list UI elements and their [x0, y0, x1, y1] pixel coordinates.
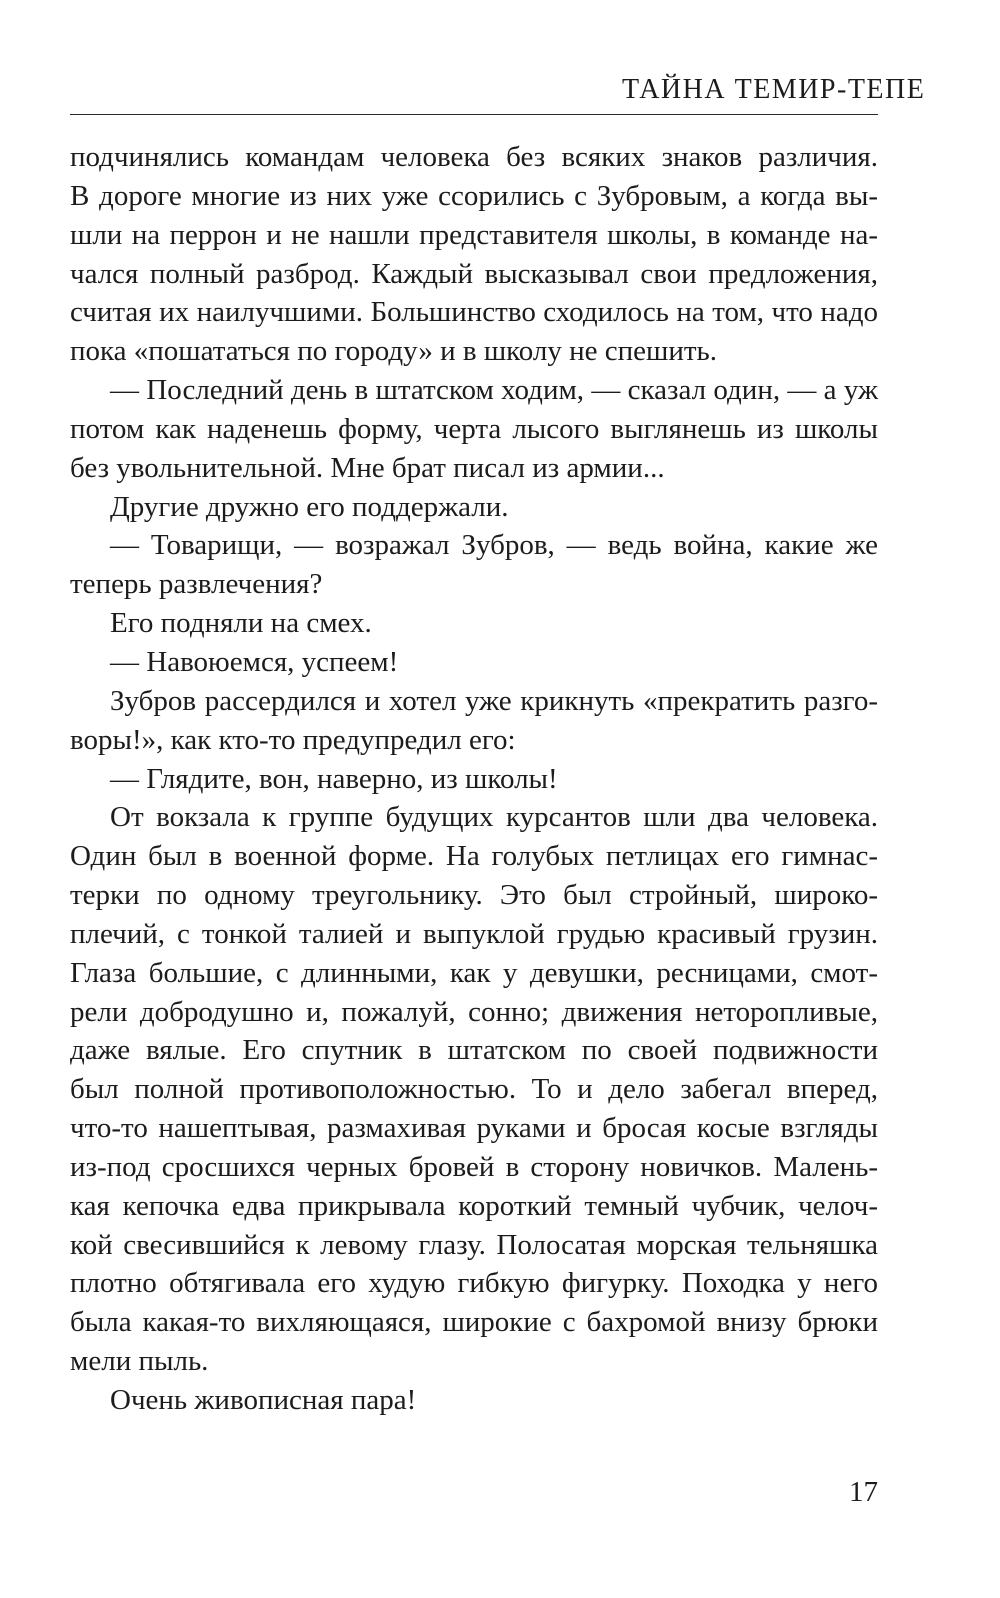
text-line: шли на перрон и не нашли представителя школы, в команде на-	[70, 218, 878, 251]
text-line: Другие дружно его поддержали.	[110, 490, 509, 523]
text-line: — Последний день в штатском ходим, — сказал один, — а уж	[110, 374, 878, 407]
text-line: — Товарищи, — возражал Зубров, — ведь война, какие же	[110, 529, 878, 562]
text-line: даже вялые. Его спутник в штатском по своей подвижности	[70, 1034, 878, 1067]
header-rule	[70, 114, 878, 115]
running-head: ТАЙНА ТЕМИР-ТЕПЕ	[622, 74, 926, 105]
text-line: считая их наилучшими. Большинство сходилось на том, что надо	[70, 296, 878, 329]
text-line: Его подняли на смех.	[110, 607, 372, 640]
text-line: — Глядите, вон, наверно, из школы!	[110, 762, 558, 795]
text-line: теперь развлечения?	[70, 568, 323, 601]
text-line: терки по одному треугольнику. Это был стройный, широко-	[70, 879, 878, 912]
text-line: Зубров рассердился и хотел уже крикнуть «прекратить разго-	[110, 684, 878, 717]
text-line: мели пыль.	[70, 1345, 209, 1378]
text-line: подчинялись командам человека без всяких знаков различия.	[70, 141, 878, 173]
text-line: В дороге многие из них уже ссорились с Зубровым, а когда вы-	[70, 179, 878, 212]
text-line: воры!», как кто-то предупредил его:	[70, 723, 516, 756]
text-line: кой свесившийся к левому глазу. Полосатая морская тельняшка	[70, 1228, 878, 1261]
bottom-margin	[0, 1516, 1000, 1598]
text-line: что-то нашептывая, размахивая руками и бросая косые взгляды	[70, 1112, 878, 1145]
text-line: без увольнительной. Мне брат писал из армии...	[70, 451, 665, 484]
text-line: потом как наденешь форму, черта лысого выглянешь из школы	[70, 412, 878, 445]
text-line: чался полный разброд. Каждый высказывал свои предложения,	[70, 257, 878, 290]
text-line: Глаза большие, с длинными, как у девушки, ресницами, смот-	[70, 956, 878, 989]
text-line: Очень живописная пара!	[110, 1384, 417, 1416]
text-line: От вокзала к группе будущих курсантов шли два человека.	[110, 801, 878, 834]
text-line: пока «пошататься по городу» и в школу не спешить.	[70, 335, 718, 368]
text-line: рели добродушно и, пожалуй, сонно; движения неторопливые,	[70, 995, 878, 1028]
text-line: Один был в военной форме. На голубых петлицах его гимнас-	[70, 840, 878, 873]
text-line: была какая-то вихляющаяся, широкие с бахромой внизу брюки	[70, 1306, 878, 1339]
page-number: 17	[849, 1476, 878, 1508]
text-line: плечий, с тонкой талией и выпуклой грудью красивый грузин.	[70, 917, 878, 950]
text-line: из-под сросшихся черных бровей в сторону новичков. Малень-	[70, 1150, 878, 1183]
text-line: был полной противоположностью. То и дело забегал вперед,	[70, 1073, 878, 1106]
text-line: кая кепочка едва прикрывала короткий темный чубчик, челоч-	[70, 1189, 878, 1222]
body-text	[70, 138, 878, 1420]
text-line: плотно обтягивала его худую гибкую фигурку. Походка у него	[70, 1267, 878, 1300]
text-line: — Навоюемся, успеем!	[110, 645, 399, 678]
